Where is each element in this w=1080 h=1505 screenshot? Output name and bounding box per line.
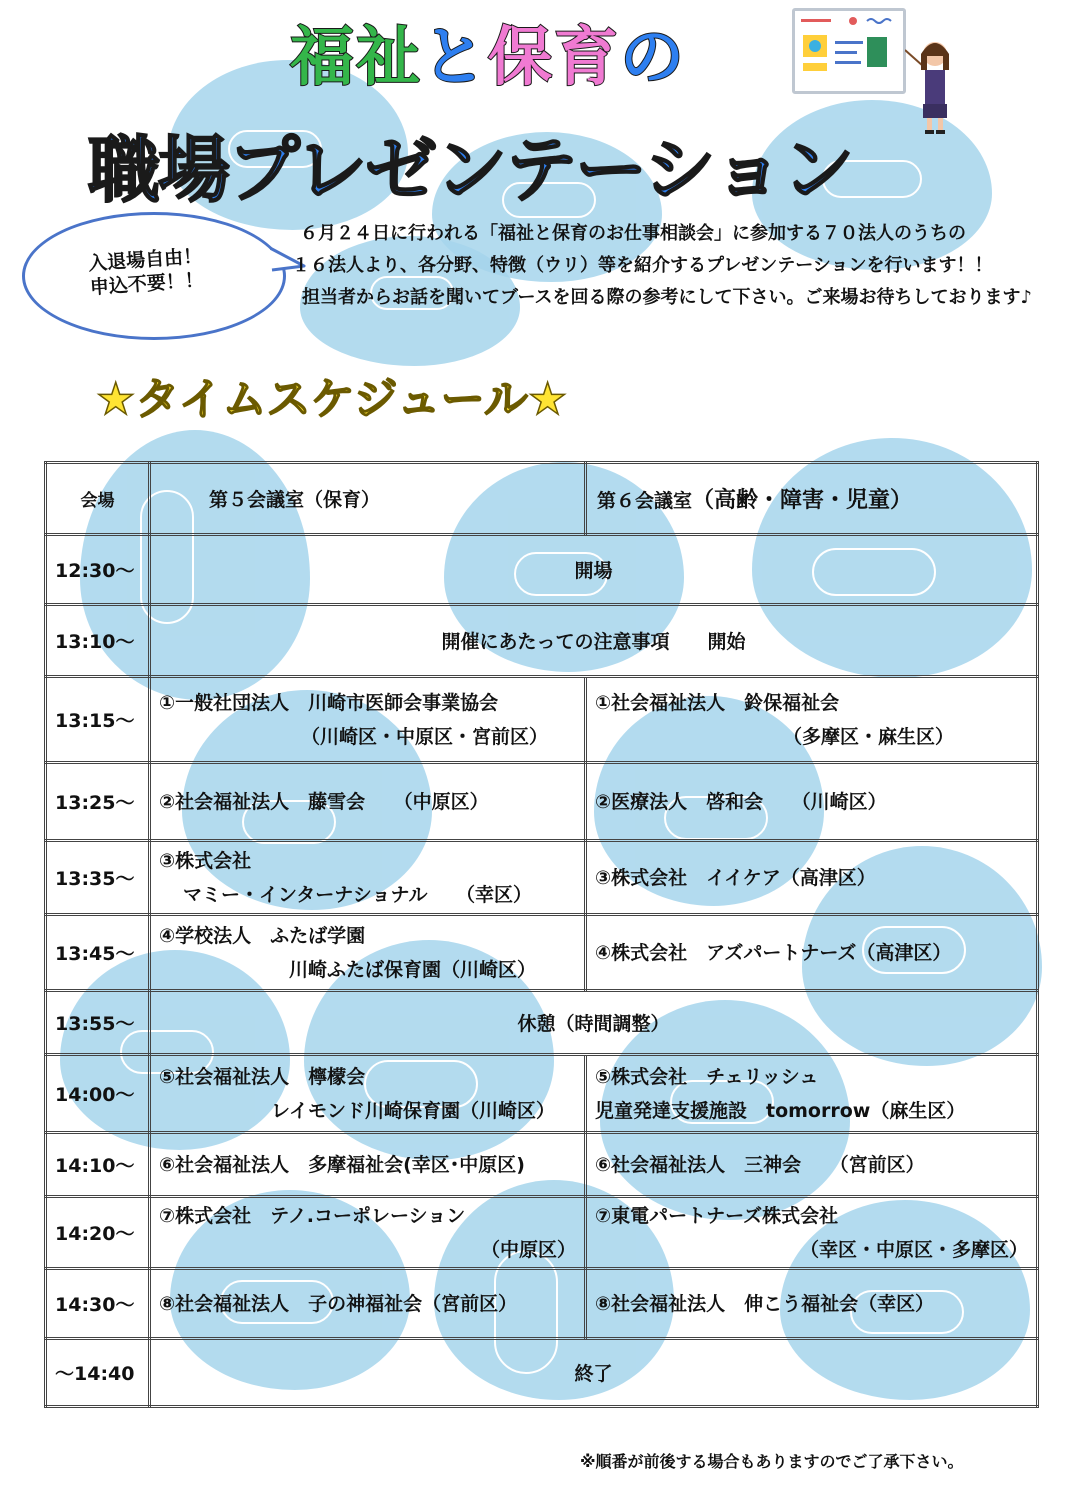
row-right: ③株式会社 イイケア（高津区）	[586, 841, 1038, 915]
table-row	[46, 1133, 1038, 1197]
row-time: 14:20～	[46, 1197, 150, 1269]
row-time: 14:30～	[46, 1269, 150, 1339]
speech-bubble-text: 入退場自由！ 申込不要！！	[87, 245, 205, 299]
row-right: ④株式会社 アズパートナーズ（高津区）	[586, 915, 1038, 991]
row-left: ⑧社会福祉法人 子の神福祉会（宮前区）	[150, 1269, 586, 1339]
row-right: ⑧社会福祉法人 伸こう福祉会（幸区）	[586, 1269, 1038, 1339]
row-full: 開場	[150, 535, 1038, 605]
row-right: ①社会福祉法人 鈴保福祉会 （多摩区・麻生区）	[586, 677, 1038, 763]
row-left: ⑥社会福祉法人 多摩福祉会(幸区･中原区)	[150, 1133, 586, 1197]
teacher-illustration-icon	[905, 36, 961, 136]
row-time: 13:10～	[46, 605, 150, 677]
table-row	[46, 1197, 1038, 1269]
table-row	[46, 1055, 1038, 1133]
title-line-1: 福祉と保育の	[290, 21, 686, 95]
presentation-board-icon	[792, 8, 906, 94]
row-left: ⑦株式会社 テノ.コーポレーション （中原区）	[150, 1197, 586, 1269]
table-row	[46, 677, 1038, 763]
row-time: ～14:40	[46, 1339, 150, 1407]
row-time: 14:10～	[46, 1133, 150, 1197]
title-line-2: 職場プレゼンテーション	[88, 128, 853, 212]
intro-text: ６月２４日に行われる「福祉と保育のお仕事相談会」に参加する７０法人のうちの １６法人より、各分野、特徴（ウリ）等を紹介するプレゼンテーションを行います！！ 担当者からお話を聞いてブースを回る際の参考にして下さい。ご来場お待ちしております♪	[292, 223, 1033, 308]
table-row	[46, 763, 1038, 841]
row-time: 13:25～	[46, 763, 150, 841]
room5-header: 第５会議室（保育）	[150, 463, 586, 535]
room6-header: 第６会議室（高齢・障害・児童）	[586, 463, 1038, 535]
row-left: ④学校法人 ふたば学園 川崎ふたば保育園（川崎区）	[150, 915, 586, 991]
row-full: 終了	[150, 1339, 1038, 1407]
table-row	[46, 991, 1038, 1055]
table-row	[46, 1339, 1038, 1407]
venue-label: 会場	[46, 463, 150, 535]
row-full: 開催にあたっての注意事項 開始	[150, 605, 1038, 677]
row-right: ⑤株式会社 チェリッシュ 児童発達支援施設 tomorrow（麻生区）	[586, 1055, 1038, 1133]
footnote: ※順番が前後する場合もありますのでご了承下さい。	[580, 1452, 964, 1471]
row-time: 13:15～	[46, 677, 150, 763]
row-time: 13:35～	[46, 841, 150, 915]
schedule-heading: ★タイムスケジュール★	[96, 374, 568, 425]
row-left: ⑤社会福祉法人 檸檬会 レイモンド川崎保育園（川崎区）	[150, 1055, 586, 1133]
table-row	[46, 915, 1038, 991]
schedule-table	[44, 461, 1039, 1408]
table-row	[46, 1269, 1038, 1339]
row-time: 13:45～	[46, 915, 150, 991]
table-header-row	[46, 463, 1038, 535]
row-left: ①一般社団法人 川崎市医師会事業協会 （川崎区・中原区・宮前区）	[150, 677, 586, 763]
row-full: 休憩（時間調整）	[150, 991, 1038, 1055]
row-time: 14:00～	[46, 1055, 150, 1133]
row-left: ②社会福祉法人 藤雪会 （中原区）	[150, 763, 586, 841]
table-row	[46, 605, 1038, 677]
table-row	[46, 535, 1038, 605]
table-row	[46, 841, 1038, 915]
row-right: ⑥社会福祉法人 三神会 （宮前区）	[586, 1133, 1038, 1197]
row-time: 13:55～	[46, 991, 150, 1055]
row-left: ③株式会社 マミー・インターナショナル （幸区）	[150, 841, 586, 915]
row-right: ⑦東電パートナーズ株式会社 （幸区・中原区・多摩区）	[586, 1197, 1038, 1269]
row-time: 12:30～	[46, 535, 150, 605]
row-right: ②医療法人 啓和会 （川崎区）	[586, 763, 1038, 841]
